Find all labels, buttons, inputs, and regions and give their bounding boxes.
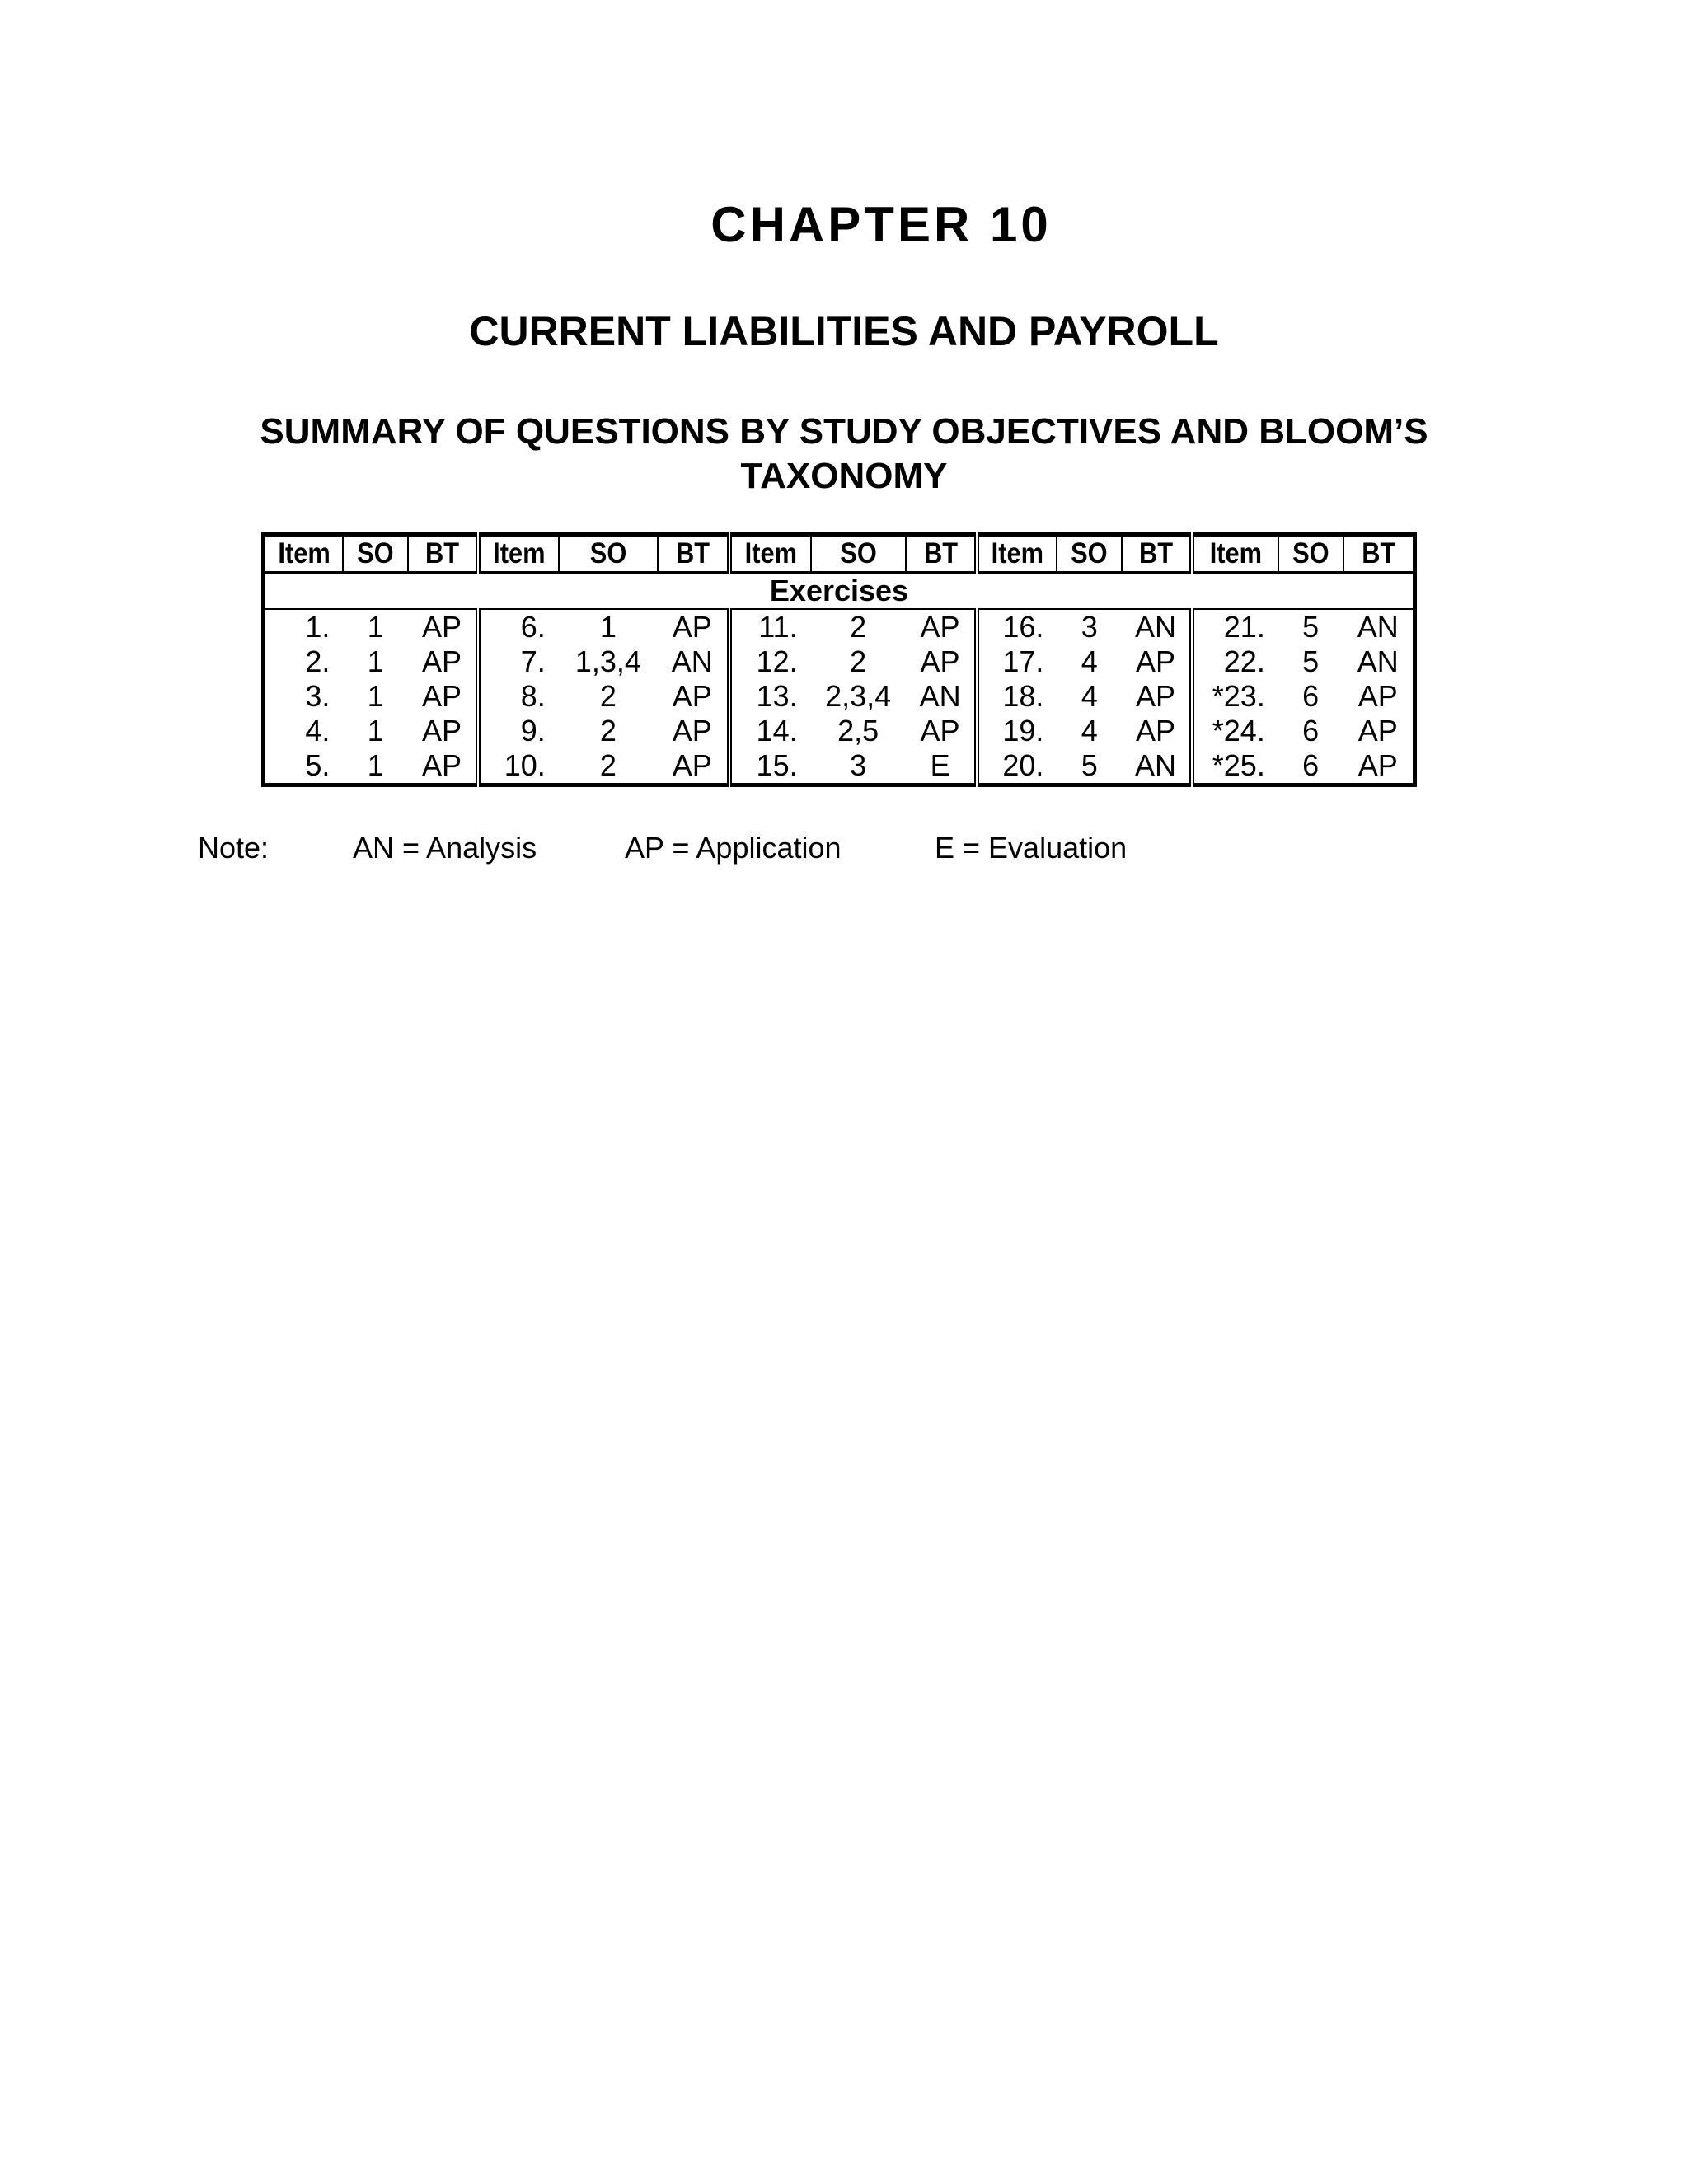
cell-item: 7. [478, 644, 559, 679]
table-header-row [264, 535, 1415, 573]
header-so: SO [565, 535, 652, 573]
cell-item: 16. [977, 609, 1057, 644]
cell-bt: AP [920, 610, 960, 644]
note-label: Note: [198, 831, 270, 865]
header-so: SO [817, 535, 900, 573]
cell-item: 2. [305, 644, 331, 678]
cell-bt: AP [672, 748, 712, 782]
table-row [264, 644, 1415, 679]
cell-so: 5 [1081, 748, 1098, 782]
cell-item: 21. [1192, 609, 1278, 644]
cell-item: 6. [478, 609, 559, 644]
cell-item: 5. [305, 748, 331, 782]
cell-bt: AP [672, 679, 712, 713]
cell-so: 2 [599, 714, 617, 748]
cell-bt: AP [421, 748, 462, 782]
cell-so: 4 [1081, 679, 1098, 713]
cell-so: 6 [1302, 714, 1320, 748]
cell-bt: AP [672, 714, 712, 748]
cell-so: 1 [367, 679, 384, 713]
cell-so: 6 [1302, 748, 1320, 782]
cell-bt: AN [1134, 748, 1176, 782]
cell-so: 2 [599, 679, 617, 713]
cell-bt: AP [1357, 679, 1398, 713]
table-row [264, 748, 1415, 785]
cell-item: *25. [1192, 748, 1278, 785]
cell-bt: AP [920, 714, 960, 748]
cell-item: *23. [1192, 679, 1278, 714]
chapter-heading: CHAPTER 10 [710, 197, 1052, 252]
cell-bt: AP [1135, 714, 1175, 748]
cell-bt: AN [1134, 610, 1176, 644]
cell-so: 3 [850, 748, 867, 782]
legend-evaluation: E = Evaluation [935, 831, 1128, 865]
chapter-title: CURRENT LIABILITIES AND PAYROLL [469, 308, 1219, 354]
header-so: SO [347, 535, 404, 573]
cell-so: 1 [367, 714, 384, 748]
cell-item: 15. [729, 748, 811, 785]
cell-bt: E [930, 748, 950, 782]
cell-item: *24. [1192, 714, 1278, 748]
cell-bt: AP [421, 610, 462, 644]
cell-so: 2 [850, 610, 867, 644]
cell-item: 3. [305, 679, 331, 713]
cell-bt: AP [920, 644, 960, 678]
cell-bt: AP [1357, 714, 1398, 748]
cell-so: 4 [1081, 644, 1098, 678]
cell-item: 4. [305, 714, 331, 748]
cell-so: 5 [1302, 644, 1320, 678]
cell-item: 18. [977, 679, 1057, 714]
cell-item: 8. [478, 679, 559, 714]
header-item: Item [483, 535, 554, 573]
cell-so: 2,5 [837, 714, 879, 748]
summary-heading-line-1: SUMMARY OF QUESTIONS BY STUDY OBJECTIVES AND BLOOM’S [260, 411, 1428, 452]
cell-bt: AP [1135, 679, 1175, 713]
cell-so: 1 [367, 748, 384, 782]
header-item: Item [982, 535, 1052, 573]
cell-bt: AP [1135, 644, 1175, 678]
header-bt: BT [1126, 535, 1188, 573]
cell-item: 11. [729, 609, 811, 644]
cell-item: 13. [729, 679, 811, 714]
cell-bt: AN [1357, 610, 1399, 644]
legend-application: AP = Application [625, 831, 842, 865]
header-so: SO [1282, 535, 1339, 573]
cell-bt: AN [1357, 644, 1399, 678]
legend-analysis: AN = Analysis [353, 831, 537, 865]
cell-bt: AN [671, 644, 713, 678]
cell-item: 19. [977, 714, 1057, 748]
cell-so: 2 [599, 748, 617, 782]
header-bt: BT [412, 535, 474, 573]
cell-so: 2,3,4 [825, 679, 892, 713]
cell-bt: AN [919, 679, 961, 713]
cell-item: 22. [1192, 644, 1278, 679]
cell-bt: AP [672, 610, 712, 644]
cell-so: 1 [367, 610, 384, 644]
header-item: Item [268, 535, 338, 573]
cell-so: 2 [850, 644, 867, 678]
cell-bt: AP [1357, 748, 1398, 782]
cell-bt: AP [421, 714, 462, 748]
header-item: Item [1197, 535, 1273, 573]
cell-item: 10. [478, 748, 559, 785]
cell-item: 14. [729, 714, 811, 748]
header-bt: BT [662, 535, 724, 573]
cell-so: 5 [1302, 610, 1320, 644]
cell-so: 1 [599, 610, 617, 644]
cell-item: 20. [977, 748, 1057, 785]
cell-item: 9. [478, 714, 559, 748]
table-row [264, 679, 1415, 714]
cell-so: 1,3,4 [574, 644, 641, 678]
summary-heading [165, 410, 1523, 499]
cell-item: 1. [305, 610, 331, 644]
cell-bt: AP [421, 679, 462, 713]
cell-so: 4 [1081, 714, 1098, 748]
header-item: Item [734, 535, 806, 573]
cell-item: 12. [729, 644, 811, 679]
header-bt: BT [1348, 535, 1411, 573]
table-row [264, 609, 1415, 644]
cell-so: 1 [367, 644, 384, 678]
cell-so: 6 [1302, 679, 1320, 713]
header-bt: BT [910, 535, 973, 573]
cell-bt: AP [421, 644, 462, 678]
section-label: Exercises [264, 573, 1415, 610]
table-row [264, 714, 1415, 748]
summary-heading-line-2: TAXONOMY [740, 456, 948, 496]
section-row [264, 573, 1415, 610]
cell-so: 3 [1081, 610, 1098, 644]
header-so: SO [1061, 535, 1118, 573]
cell-item: 17. [977, 644, 1057, 679]
questions-table [261, 532, 1417, 787]
